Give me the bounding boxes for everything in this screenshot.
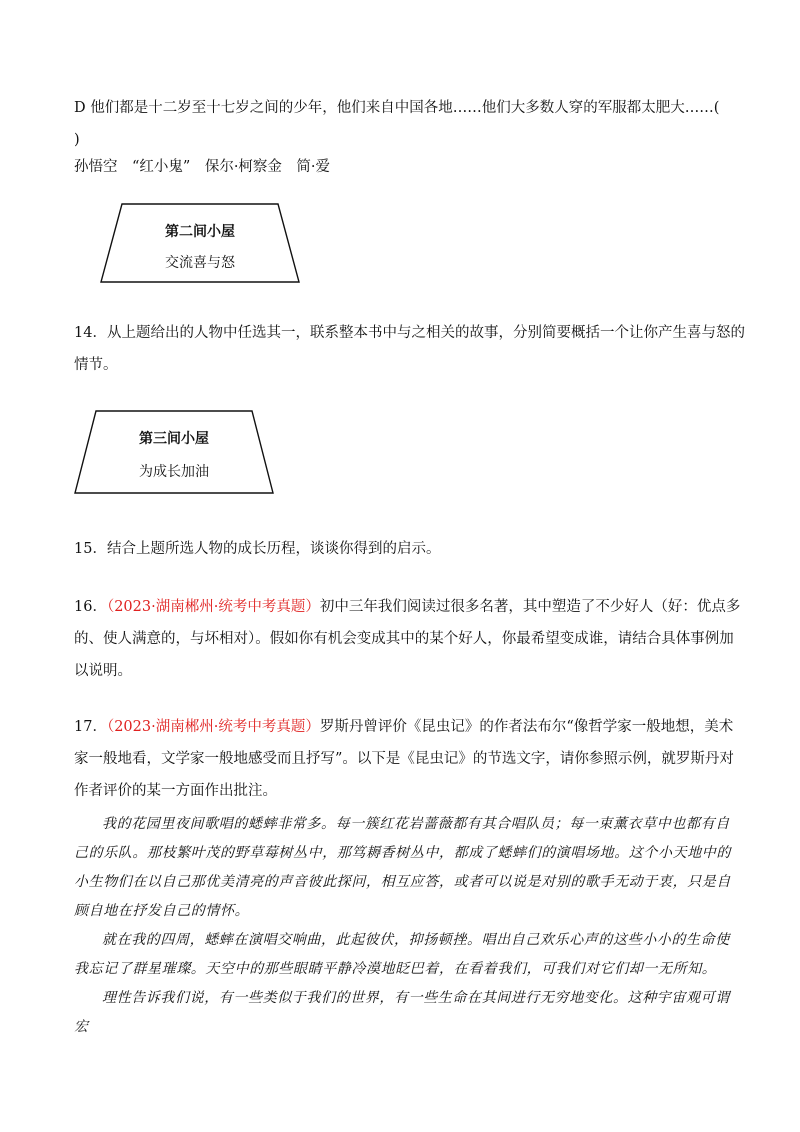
passage-paragraph-2: 就在我的四周，蟋蟀在演唱交响曲，此起彼伏，抑扬顿挫。唱出自己欢乐心声的这些小小的生命使我忘记了群星璀璨。天空中的那些眼睛平静冷漠地眨巴着，在看着我们，可我们对它们却一无所知。 [74, 932, 730, 977]
room3-trapezoid-shape [74, 410, 274, 494]
room3-subtitle: 为成长加油 [139, 464, 209, 480]
q14-line1: 14．从上题给出的人物中任选其一，联系整本书中与之相关的故事，分别简要概括一个让你产生喜与怒的 [74, 325, 745, 341]
option-d-line2: ) [74, 132, 80, 148]
q15-text: 15．结合上题所选人物的成长历程，谈谈你得到的启示。 [74, 541, 441, 557]
room2-subtitle: 交流喜与怒 [165, 255, 235, 271]
q16-number: 16． [74, 599, 107, 615]
character-list: 孙悟空 “红小鬼” 保尔·柯察金 简·爱 [74, 159, 331, 175]
q14-line2: 情节。 [74, 357, 118, 373]
excerpt-passage [74, 810, 734, 1042]
q16-line1 [74, 597, 740, 617]
q16-line3: 以说明。 [74, 663, 132, 679]
room2-box [100, 203, 300, 283]
q16-line2: 的、使人满意的，与坏相对）。假如你有机会变成其中的某个好人，你最希望变成谁，请结合具体事例加 [74, 631, 734, 647]
q16-source: （2023·湖南郴州·统考中考真题） [106, 599, 320, 615]
q17-line3: 作者评价的某一方面作出批注。 [74, 783, 277, 799]
q17-line2: 家一般地看，文学家一般地感受而且抒写”。以下是《昆虫记》的节选文字，请你参照示例，就罗斯丹对 [74, 751, 734, 767]
q16-line1-text: 初中三年我们阅读过很多名著，其中塑造了不少好人（好：优点多 [319, 599, 741, 615]
q17-line1-text: 罗斯丹曾评价《昆虫记》的作者法布尔“像哲学家一般地想，美术 [319, 719, 734, 735]
passage-paragraph-3: 理性告诉我们说，有一些类似于我们的世界，有一些生命在其间进行无穷地变化。这种宇宙观可谓宏 [74, 990, 730, 1035]
option-d-line1: D 他们都是十二岁至十七岁之间的少年，他们来自中国各地……他们大多数人穿的军服都太肥大……( [74, 100, 720, 116]
q17-source: （2023·湖南郴州·统考中考真题） [106, 719, 320, 735]
room3-title: 第三间小屋 [139, 431, 209, 447]
q17-number: 17． [74, 719, 107, 735]
room3-box [74, 410, 274, 494]
room2-title: 第二间小屋 [165, 224, 235, 240]
q17-line1 [74, 717, 733, 737]
passage-paragraph-1: 我的花园里夜间歌唱的蟋蟀非常多。每一簇红花岩蔷薇都有其合唱队员；每一束薰衣草中也都有自己的乐队。那枝繁叶茂的野草莓树丛中，那笃耨香树丛中，都成了蟋蟀们的演唱场地。这个小天地中的小生物们在以自己那优美清亮的声音彼此探问，相互应答，或者可以说是对别的歌手无动于衷，只是自顾自地在抒发自己的情怀。 [74, 816, 731, 919]
